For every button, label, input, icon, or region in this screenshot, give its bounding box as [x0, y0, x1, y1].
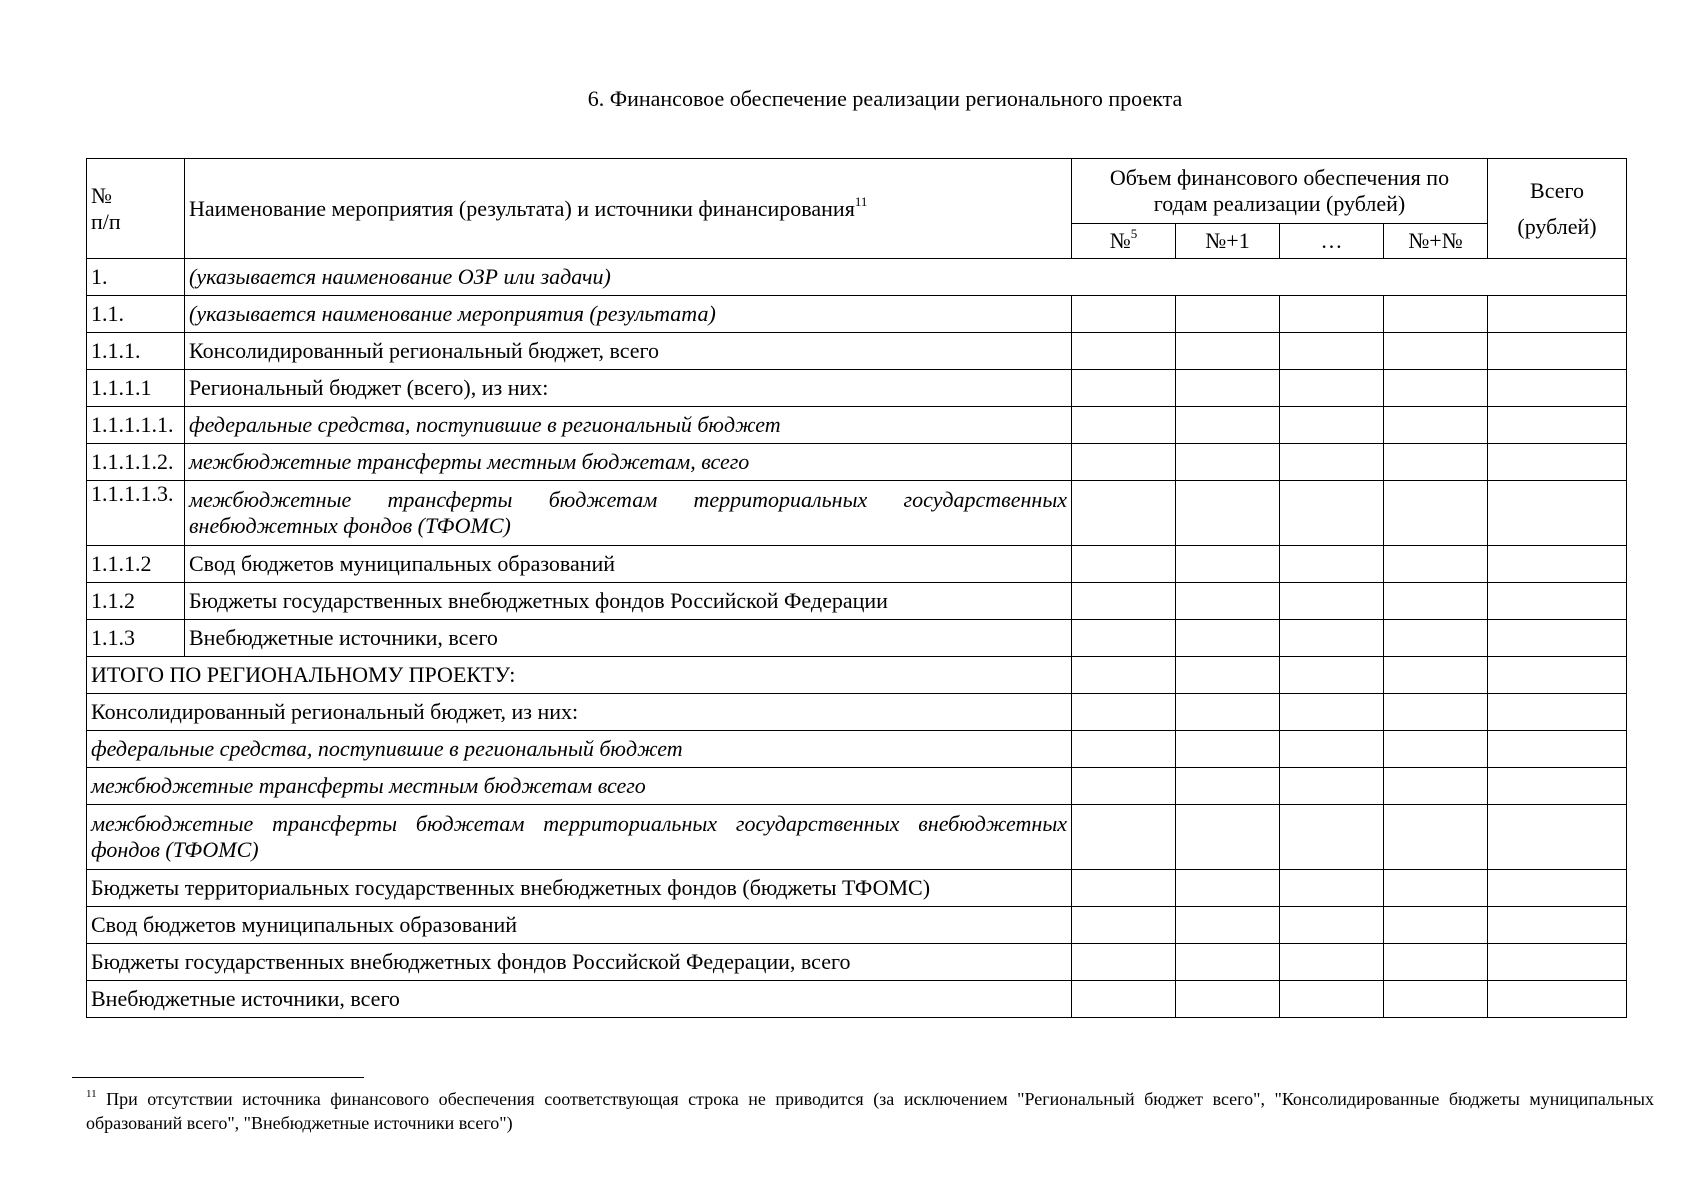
value-cell: [1488, 657, 1627, 694]
row-number: 1.: [87, 259, 185, 296]
table-row: [87, 296, 1627, 333]
row-name: межбюджетные трансферты местным бюджетам, всего: [185, 444, 1072, 481]
row-name: федеральные средства, поступившие в региональный бюджет: [87, 731, 1072, 768]
value-cell: [1176, 694, 1280, 731]
value-cell: [1280, 657, 1384, 694]
value-cell: [1384, 407, 1488, 444]
value-cell: [1072, 768, 1176, 805]
table-body: [87, 259, 1627, 1018]
value-cell: [1384, 944, 1488, 981]
value-cell: [1072, 481, 1176, 546]
table-row: [87, 333, 1627, 370]
value-cell: [1488, 407, 1627, 444]
row-name: Бюджеты территориальных государственных внебюджетных фондов (бюджеты ТФОМС): [87, 870, 1072, 907]
footnote: [86, 1087, 1654, 1135]
row-name: Свод бюджетов муниципальных образований: [87, 907, 1072, 944]
value-cell: [1176, 805, 1280, 870]
value-cell: [1176, 620, 1280, 657]
summary-row: [87, 944, 1627, 981]
value-cell: [1488, 944, 1627, 981]
value-cell: [1384, 481, 1488, 546]
value-cell: [1384, 370, 1488, 407]
value-cell: [1072, 407, 1176, 444]
value-cell: [1488, 731, 1627, 768]
value-cell: [1280, 907, 1384, 944]
value-cell: [1488, 583, 1627, 620]
row-name: Региональный бюджет (всего), из них:: [185, 370, 1072, 407]
header-name-label: Наименование мероприятия (результата) и источники финансирования: [189, 195, 855, 221]
value-cell: [1488, 805, 1627, 870]
table-row: [87, 370, 1627, 407]
summary-row: [87, 657, 1627, 694]
value-cell: [1488, 620, 1627, 657]
row-number: 1.1.1.1.2.: [87, 444, 185, 481]
value-cell: [1384, 444, 1488, 481]
summary-row: [87, 981, 1627, 1018]
table-row: [87, 259, 1627, 296]
value-cell: [1072, 657, 1176, 694]
value-cell: [1072, 805, 1176, 870]
value-cell: [1176, 870, 1280, 907]
row-name: Бюджеты государственных внебюджетных фондов Российской Федерации: [185, 583, 1072, 620]
row-number: 1.1.1.1.3.: [87, 481, 185, 546]
value-cell: [1384, 620, 1488, 657]
value-cell: [1072, 333, 1176, 370]
value-cell: [1072, 981, 1176, 1018]
table-row: [87, 546, 1627, 583]
value-cell: [1488, 768, 1627, 805]
value-cell: [1072, 694, 1176, 731]
footnote-mark: 11: [86, 1088, 97, 1100]
row-name: межбюджетные трансферты бюджетам территориальных государственных внебюджетных фондов (ТФОМС): [87, 805, 1072, 870]
value-cell: [1280, 870, 1384, 907]
table-row: [87, 583, 1627, 620]
value-cell: [1280, 620, 1384, 657]
value-cell: [1280, 333, 1384, 370]
value-cell: [1280, 768, 1384, 805]
value-cell: [1488, 296, 1627, 333]
value-cell: [1176, 333, 1280, 370]
header-year-2: [1280, 224, 1384, 259]
header-name: [185, 159, 1072, 259]
value-cell: [1176, 768, 1280, 805]
footnote-separator: [72, 1077, 364, 1078]
row-name: Бюджеты государственных внебюджетных фондов Российской Федерации, всего: [87, 944, 1072, 981]
value-cell: [1280, 731, 1384, 768]
value-cell: [1384, 870, 1488, 907]
summary-row: [87, 805, 1627, 870]
value-cell: [1072, 370, 1176, 407]
value-cell: [1384, 768, 1488, 805]
row-number: 1.1.1.2: [87, 546, 185, 583]
header-year-label: №+№: [1408, 228, 1463, 253]
row-name: (указывается наименование мероприятия (результата): [185, 296, 1072, 333]
value-cell: [1280, 981, 1384, 1018]
row-name: (указывается наименование ОЗР или задачи): [185, 259, 1627, 296]
header-year-footnote-mark: 5: [1130, 226, 1138, 241]
value-cell: [1280, 583, 1384, 620]
value-cell: [1176, 657, 1280, 694]
value-cell: [1280, 370, 1384, 407]
value-cell: [1280, 546, 1384, 583]
value-cell: [1072, 583, 1176, 620]
value-cell: [1488, 481, 1627, 546]
header-total: [1488, 159, 1627, 259]
header-year-label: №: [1109, 228, 1131, 253]
value-cell: [1280, 407, 1384, 444]
table-row: [87, 620, 1627, 657]
header-number-label: № п/п: [91, 182, 121, 234]
header-total-label: Всего (рублей): [1517, 177, 1597, 239]
value-cell: [1384, 731, 1488, 768]
table-row: [87, 407, 1627, 444]
value-cell: [1176, 546, 1280, 583]
row-name: ИТОГО ПО РЕГИОНАЛЬНОМУ ПРОЕКТУ:: [87, 657, 1072, 694]
summary-row: [87, 907, 1627, 944]
value-cell: [1280, 944, 1384, 981]
row-number: 1.1.3: [87, 620, 185, 657]
section-title: 6. Финансовое обеспечение реализации регионального проекта: [587, 86, 1183, 111]
value-cell: [1072, 620, 1176, 657]
value-cell: [1488, 546, 1627, 583]
value-cell: [1488, 444, 1627, 481]
row-number: 1.1.1.1: [87, 370, 185, 407]
value-cell: [1176, 981, 1280, 1018]
value-cell: [1384, 296, 1488, 333]
value-cell: [1384, 805, 1488, 870]
value-cell: [1176, 907, 1280, 944]
value-cell: [1488, 870, 1627, 907]
value-cell: [1072, 296, 1176, 333]
row-name: Свод бюджетов муниципальных образований: [185, 546, 1072, 583]
value-cell: [1176, 944, 1280, 981]
value-cell: [1072, 444, 1176, 481]
value-cell: [1384, 657, 1488, 694]
summary-row: [87, 694, 1627, 731]
value-cell: [1384, 907, 1488, 944]
table-row: [87, 481, 1627, 546]
value-cell: [1488, 370, 1627, 407]
financing-table: [86, 158, 1627, 1018]
value-cell: [1384, 546, 1488, 583]
row-name: межбюджетные трансферты местным бюджетам всего: [87, 768, 1072, 805]
header-year-label: …: [1320, 228, 1343, 253]
value-cell: [1280, 805, 1384, 870]
value-cell: [1488, 981, 1627, 1018]
row-name: Консолидированный региональный бюджет, из них:: [87, 694, 1072, 731]
header-year-0: [1072, 224, 1176, 259]
row-name: федеральные средства, поступившие в региональный бюджет: [185, 407, 1072, 444]
value-cell: [1176, 407, 1280, 444]
value-cell: [1072, 907, 1176, 944]
value-cell: [1384, 981, 1488, 1018]
header-number: [87, 159, 185, 259]
row-name: Консолидированный региональный бюджет, всего: [185, 333, 1072, 370]
row-number: 1.1.: [87, 296, 185, 333]
summary-row: [87, 731, 1627, 768]
value-cell: [1176, 296, 1280, 333]
row-number: 1.1.2: [87, 583, 185, 620]
value-cell: [1176, 444, 1280, 481]
value-cell: [1384, 694, 1488, 731]
row-number: 1.1.1.: [87, 333, 185, 370]
value-cell: [1280, 694, 1384, 731]
header-name-footnote-mark: 11: [854, 193, 868, 209]
value-cell: [1072, 546, 1176, 583]
value-cell: [1072, 870, 1176, 907]
header-year-3: [1384, 224, 1488, 259]
value-cell: [1488, 333, 1627, 370]
value-cell: [1072, 731, 1176, 768]
table-row: [87, 444, 1627, 481]
value-cell: [1280, 444, 1384, 481]
value-cell: [1488, 907, 1627, 944]
header-year-label: №+1: [1205, 228, 1250, 253]
value-cell: [1280, 481, 1384, 546]
value-cell: [1384, 583, 1488, 620]
value-cell: [1176, 583, 1280, 620]
value-cell: [1488, 694, 1627, 731]
value-cell: [1280, 296, 1384, 333]
header-year-1: [1176, 224, 1280, 259]
row-number: 1.1.1.1.1.: [87, 407, 185, 444]
value-cell: [1176, 731, 1280, 768]
header-volume: Объем финансового обеспечения по годам реализации (рублей): [1072, 159, 1488, 224]
value-cell: [1384, 333, 1488, 370]
summary-row: [87, 768, 1627, 805]
row-name: Внебюджетные источники, всего: [87, 981, 1072, 1018]
value-cell: [1176, 370, 1280, 407]
footnote-text: При отсутствии источника финансового обеспечения соответствующая строка не приводится (за исключением "Региональный бюджет всего", "Консолидированные бюджеты муниципальных образований всего", "Внебюджетные источники всего"): [86, 1089, 1654, 1133]
row-name: Внебюджетные источники, всего: [185, 620, 1072, 657]
summary-row: [87, 870, 1627, 907]
value-cell: [1072, 944, 1176, 981]
value-cell: [1176, 481, 1280, 546]
row-name: межбюджетные трансферты бюджетам территориальных государственных внебюджетных фондов (ТФОМС): [185, 481, 1072, 546]
